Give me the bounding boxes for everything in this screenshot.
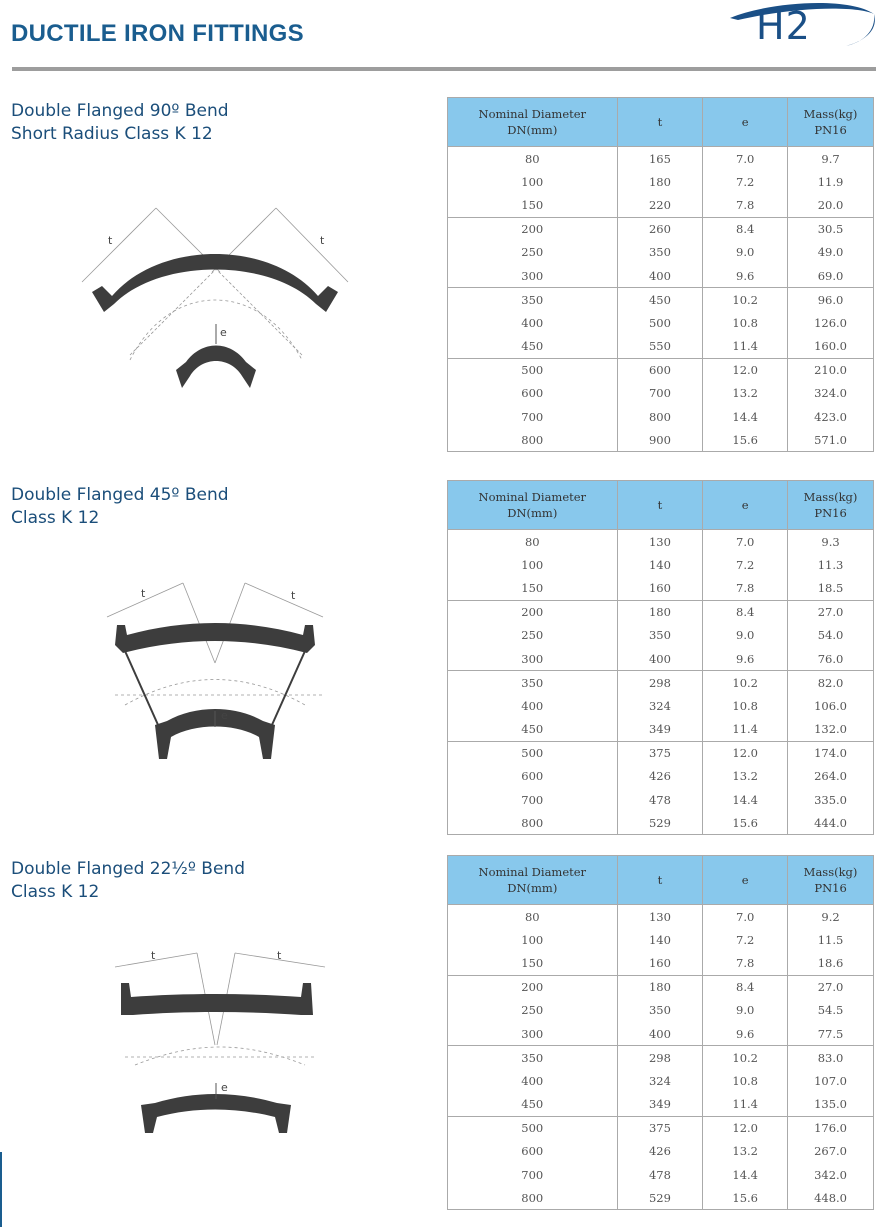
cell-mass: 9.3: [788, 530, 874, 554]
cell-e: 10.8: [703, 1069, 788, 1092]
cell-t: 426: [617, 1140, 703, 1163]
cell-t: 529: [617, 1186, 703, 1210]
table-row: [448, 1163, 874, 1186]
cell-t: 700: [617, 382, 703, 405]
cell-t: 375: [617, 741, 703, 765]
cell-e: 8.4: [703, 217, 788, 241]
spec-table-22-5-bend: [447, 855, 874, 1210]
cell-e: 10.8: [703, 694, 788, 717]
table-header-row: [448, 481, 874, 530]
cell-mass: 126.0: [788, 311, 874, 334]
cell-t: 180: [617, 600, 703, 624]
cell-t: 500: [617, 311, 703, 334]
cell-mass: 11.9: [788, 170, 874, 193]
brand-logo-text: H2: [756, 4, 811, 48]
page-title: DUCTILE IRON FITTINGS: [11, 20, 304, 47]
cell-t: 160: [617, 951, 703, 975]
cell-t: 426: [617, 765, 703, 788]
cell-e: 9.0: [703, 624, 788, 647]
section-title-22-5-bend: [11, 858, 245, 904]
col-header-nominal-diameter: Nominal Diameter DN(mm): [448, 98, 618, 147]
cell-nominal-diameter: 800: [448, 811, 618, 835]
cell-mass: 49.0: [788, 241, 874, 264]
cell-nominal-diameter: 150: [448, 951, 618, 975]
cell-e: 10.8: [703, 311, 788, 334]
cell-e: 10.2: [703, 288, 788, 312]
cell-nominal-diameter: 100: [448, 928, 618, 951]
cell-t: 478: [617, 1163, 703, 1186]
cell-mass: 82.0: [788, 671, 874, 695]
cell-e: 10.2: [703, 1046, 788, 1070]
table-row: [448, 1069, 874, 1092]
cell-mass: 106.0: [788, 694, 874, 717]
cell-mass: 11.3: [788, 553, 874, 576]
cell-mass: 18.5: [788, 576, 874, 600]
table-row: [448, 694, 874, 717]
cell-mass: 335.0: [788, 788, 874, 811]
cell-mass: 27.0: [788, 600, 874, 624]
table-row: [448, 624, 874, 647]
cell-t: 350: [617, 624, 703, 647]
cell-t: 160: [617, 576, 703, 600]
cell-nominal-diameter: 200: [448, 975, 618, 999]
cell-nominal-diameter: 300: [448, 264, 618, 288]
cell-e: 14.4: [703, 788, 788, 811]
cell-e: 15.6: [703, 428, 788, 452]
cell-t: 140: [617, 928, 703, 951]
cell-t: 220: [617, 193, 703, 217]
cell-nominal-diameter: 150: [448, 193, 618, 217]
cell-e: 8.4: [703, 600, 788, 624]
table-row: [448, 335, 874, 359]
cell-mass: 444.0: [788, 811, 874, 835]
cell-nominal-diameter: 700: [448, 405, 618, 428]
cell-nominal-diameter: 600: [448, 382, 618, 405]
cell-e: 13.2: [703, 765, 788, 788]
cell-mass: 9.2: [788, 905, 874, 929]
table-row: [448, 1046, 874, 1070]
t-dimension-label-right: t: [291, 589, 296, 602]
section-title-45-bend: [11, 484, 229, 530]
cell-nominal-diameter: 80: [448, 147, 618, 171]
cell-mass: 160.0: [788, 335, 874, 359]
table-row: [448, 951, 874, 975]
cell-mass: 18.6: [788, 951, 874, 975]
cell-mass: 54.5: [788, 999, 874, 1022]
cell-mass: 342.0: [788, 1163, 874, 1186]
table-row: [448, 1140, 874, 1163]
cell-nominal-diameter: 500: [448, 1116, 618, 1140]
cell-nominal-diameter: 400: [448, 311, 618, 334]
table-row: [448, 600, 874, 624]
cell-t: 130: [617, 530, 703, 554]
table-row: [448, 405, 874, 428]
cell-e: 15.6: [703, 1186, 788, 1210]
cell-t: 400: [617, 1022, 703, 1046]
cell-e: 9.6: [703, 264, 788, 288]
table-row: [448, 193, 874, 217]
t-dimension-label-right: t: [277, 949, 282, 962]
cell-mass: 135.0: [788, 1093, 874, 1117]
page-edge-accent: [0, 1152, 2, 1227]
cell-e: 9.0: [703, 241, 788, 264]
cell-t: 140: [617, 553, 703, 576]
table-row: [448, 1116, 874, 1140]
cell-mass: 267.0: [788, 1140, 874, 1163]
col-header-t: t: [617, 856, 703, 905]
cell-mass: 264.0: [788, 765, 874, 788]
header-divider: [12, 67, 876, 71]
table-header-row: [448, 856, 874, 905]
table-row: [448, 671, 874, 695]
table-row: [448, 647, 874, 671]
cell-t: 260: [617, 217, 703, 241]
table-row: [448, 311, 874, 334]
e-dimension-label: e: [221, 1081, 228, 1094]
cell-nominal-diameter: 350: [448, 288, 618, 312]
section-subtitle-line: Short Radius Class K 12: [11, 124, 213, 144]
cell-mass: 324.0: [788, 382, 874, 405]
cell-e: 15.6: [703, 811, 788, 835]
cell-mass: 20.0: [788, 193, 874, 217]
section-subtitle-line: Class K 12: [11, 508, 100, 528]
cell-nominal-diameter: 500: [448, 741, 618, 765]
table-row: [448, 288, 874, 312]
cell-e: 9.6: [703, 647, 788, 671]
cell-t: 349: [617, 718, 703, 742]
cell-t: 800: [617, 405, 703, 428]
cell-nominal-diameter: 400: [448, 1069, 618, 1092]
table-row: [448, 1093, 874, 1117]
t-dimension-label-left: t: [108, 234, 113, 247]
cell-nominal-diameter: 450: [448, 335, 618, 359]
cell-e: 13.2: [703, 1140, 788, 1163]
cell-t: 550: [617, 335, 703, 359]
cell-t: 180: [617, 975, 703, 999]
cell-t: 165: [617, 147, 703, 171]
cell-e: 8.4: [703, 975, 788, 999]
cell-t: 375: [617, 1116, 703, 1140]
cell-e: 12.0: [703, 1116, 788, 1140]
table-row: [448, 217, 874, 241]
table-row: [448, 765, 874, 788]
col-header-nominal-diameter: Nominal Diameter DN(mm): [448, 856, 618, 905]
table-row: [448, 264, 874, 288]
cell-t: 324: [617, 694, 703, 717]
table-row: [448, 905, 874, 929]
cell-t: 180: [617, 170, 703, 193]
table-row: [448, 1022, 874, 1046]
cell-nominal-diameter: 700: [448, 1163, 618, 1186]
section-title-line: Double Flanged 45º Bend: [11, 485, 229, 505]
cell-t: 478: [617, 788, 703, 811]
col-header-mass: Mass(kg) PN16: [788, 98, 874, 147]
cell-mass: 69.0: [788, 264, 874, 288]
cell-t: 350: [617, 241, 703, 264]
spec-table-45-bend: [447, 480, 874, 835]
cell-e: 11.4: [703, 335, 788, 359]
cell-t: 600: [617, 358, 703, 382]
cell-e: 7.0: [703, 147, 788, 171]
section-title-90-bend: [11, 100, 229, 146]
cell-mass: 210.0: [788, 358, 874, 382]
cell-t: 529: [617, 811, 703, 835]
cell-mass: 96.0: [788, 288, 874, 312]
cell-e: 10.2: [703, 671, 788, 695]
cell-nominal-diameter: 450: [448, 1093, 618, 1117]
t-dimension-label-left: t: [141, 587, 146, 600]
cell-e: 7.2: [703, 170, 788, 193]
cell-nominal-diameter: 80: [448, 530, 618, 554]
cell-nominal-diameter: 600: [448, 765, 618, 788]
col-header-e: e: [703, 98, 788, 147]
cell-nominal-diameter: 600: [448, 1140, 618, 1163]
table-header-row: [448, 98, 874, 147]
col-header-nominal-diameter: Nominal Diameter DN(mm): [448, 481, 618, 530]
section-title-line: Double Flanged 22½º Bend: [11, 859, 245, 879]
spec-table-90-bend: [447, 97, 874, 452]
table-row: [448, 975, 874, 999]
e-dimension-label: e: [221, 709, 228, 722]
cell-t: 900: [617, 428, 703, 452]
cell-mass: 76.0: [788, 647, 874, 671]
cell-mass: 30.5: [788, 217, 874, 241]
section-title-line: Double Flanged 90º Bend: [11, 101, 229, 121]
cell-nominal-diameter: 80: [448, 905, 618, 929]
cell-e: 7.2: [703, 928, 788, 951]
table-row: [448, 428, 874, 452]
cell-e: 11.4: [703, 718, 788, 742]
cell-e: 13.2: [703, 382, 788, 405]
cell-nominal-diameter: 800: [448, 1186, 618, 1210]
cell-e: 14.4: [703, 405, 788, 428]
cell-nominal-diameter: 800: [448, 428, 618, 452]
col-header-t: t: [617, 481, 703, 530]
cell-nominal-diameter: 200: [448, 600, 618, 624]
cell-nominal-diameter: 200: [448, 217, 618, 241]
e-dimension-label: e: [220, 326, 227, 339]
cell-nominal-diameter: 500: [448, 358, 618, 382]
cell-e: 7.0: [703, 905, 788, 929]
bend-22-5-diagram: [105, 945, 335, 1140]
table-row: [448, 576, 874, 600]
table-row: [448, 358, 874, 382]
cell-t: 130: [617, 905, 703, 929]
cell-e: 7.8: [703, 576, 788, 600]
cell-mass: 571.0: [788, 428, 874, 452]
cell-mass: 174.0: [788, 741, 874, 765]
cell-mass: 423.0: [788, 405, 874, 428]
cell-nominal-diameter: 350: [448, 1046, 618, 1070]
cell-mass: 176.0: [788, 1116, 874, 1140]
cell-nominal-diameter: 250: [448, 999, 618, 1022]
cell-nominal-diameter: 250: [448, 624, 618, 647]
cell-e: 12.0: [703, 741, 788, 765]
cell-t: 450: [617, 288, 703, 312]
table-row: [448, 553, 874, 576]
cell-nominal-diameter: 400: [448, 694, 618, 717]
cell-nominal-diameter: 100: [448, 553, 618, 576]
cell-mass: 448.0: [788, 1186, 874, 1210]
cell-e: 9.0: [703, 999, 788, 1022]
cell-nominal-diameter: 300: [448, 1022, 618, 1046]
section-subtitle-line: Class K 12: [11, 882, 100, 902]
cell-t: 350: [617, 999, 703, 1022]
cell-e: 7.8: [703, 193, 788, 217]
col-header-t: t: [617, 98, 703, 147]
cell-nominal-diameter: 350: [448, 671, 618, 695]
table-row: [448, 788, 874, 811]
cell-t: 298: [617, 1046, 703, 1070]
table-row: [448, 241, 874, 264]
cell-t: 400: [617, 264, 703, 288]
bend-45-diagram: [95, 575, 335, 775]
table-row: [448, 718, 874, 742]
cell-e: 7.8: [703, 951, 788, 975]
cell-mass: 27.0: [788, 975, 874, 999]
cell-e: 12.0: [703, 358, 788, 382]
cell-nominal-diameter: 250: [448, 241, 618, 264]
cell-e: 9.6: [703, 1022, 788, 1046]
t-dimension-label-left: t: [151, 949, 156, 962]
table-row: [448, 530, 874, 554]
cell-nominal-diameter: 150: [448, 576, 618, 600]
table-row: [448, 999, 874, 1022]
cell-mass: 77.5: [788, 1022, 874, 1046]
cell-t: 298: [617, 671, 703, 695]
cell-t: 324: [617, 1069, 703, 1092]
table-row: [448, 741, 874, 765]
cell-e: 7.2: [703, 553, 788, 576]
cell-e: 14.4: [703, 1163, 788, 1186]
col-header-mass: Mass(kg) PN16: [788, 481, 874, 530]
table-row: [448, 147, 874, 171]
col-header-mass: Mass(kg) PN16: [788, 856, 874, 905]
cell-mass: 132.0: [788, 718, 874, 742]
cell-e: 11.4: [703, 1093, 788, 1117]
cell-t: 349: [617, 1093, 703, 1117]
table-row: [448, 811, 874, 835]
cell-mass: 107.0: [788, 1069, 874, 1092]
cell-nominal-diameter: 700: [448, 788, 618, 811]
table-row: [448, 170, 874, 193]
table-row: [448, 928, 874, 951]
cell-e: 7.0: [703, 530, 788, 554]
cell-nominal-diameter: 300: [448, 647, 618, 671]
table-row: [448, 382, 874, 405]
cell-nominal-diameter: 450: [448, 718, 618, 742]
cell-mass: 11.5: [788, 928, 874, 951]
t-dimension-label-right: t: [320, 234, 325, 247]
table-row: [448, 1186, 874, 1210]
cell-mass: 83.0: [788, 1046, 874, 1070]
col-header-e: e: [703, 856, 788, 905]
cell-t: 400: [617, 647, 703, 671]
cell-mass: 9.7: [788, 147, 874, 171]
cell-nominal-diameter: 100: [448, 170, 618, 193]
bend-90-diagram: [70, 200, 360, 400]
cell-mass: 54.0: [788, 624, 874, 647]
col-header-e: e: [703, 481, 788, 530]
